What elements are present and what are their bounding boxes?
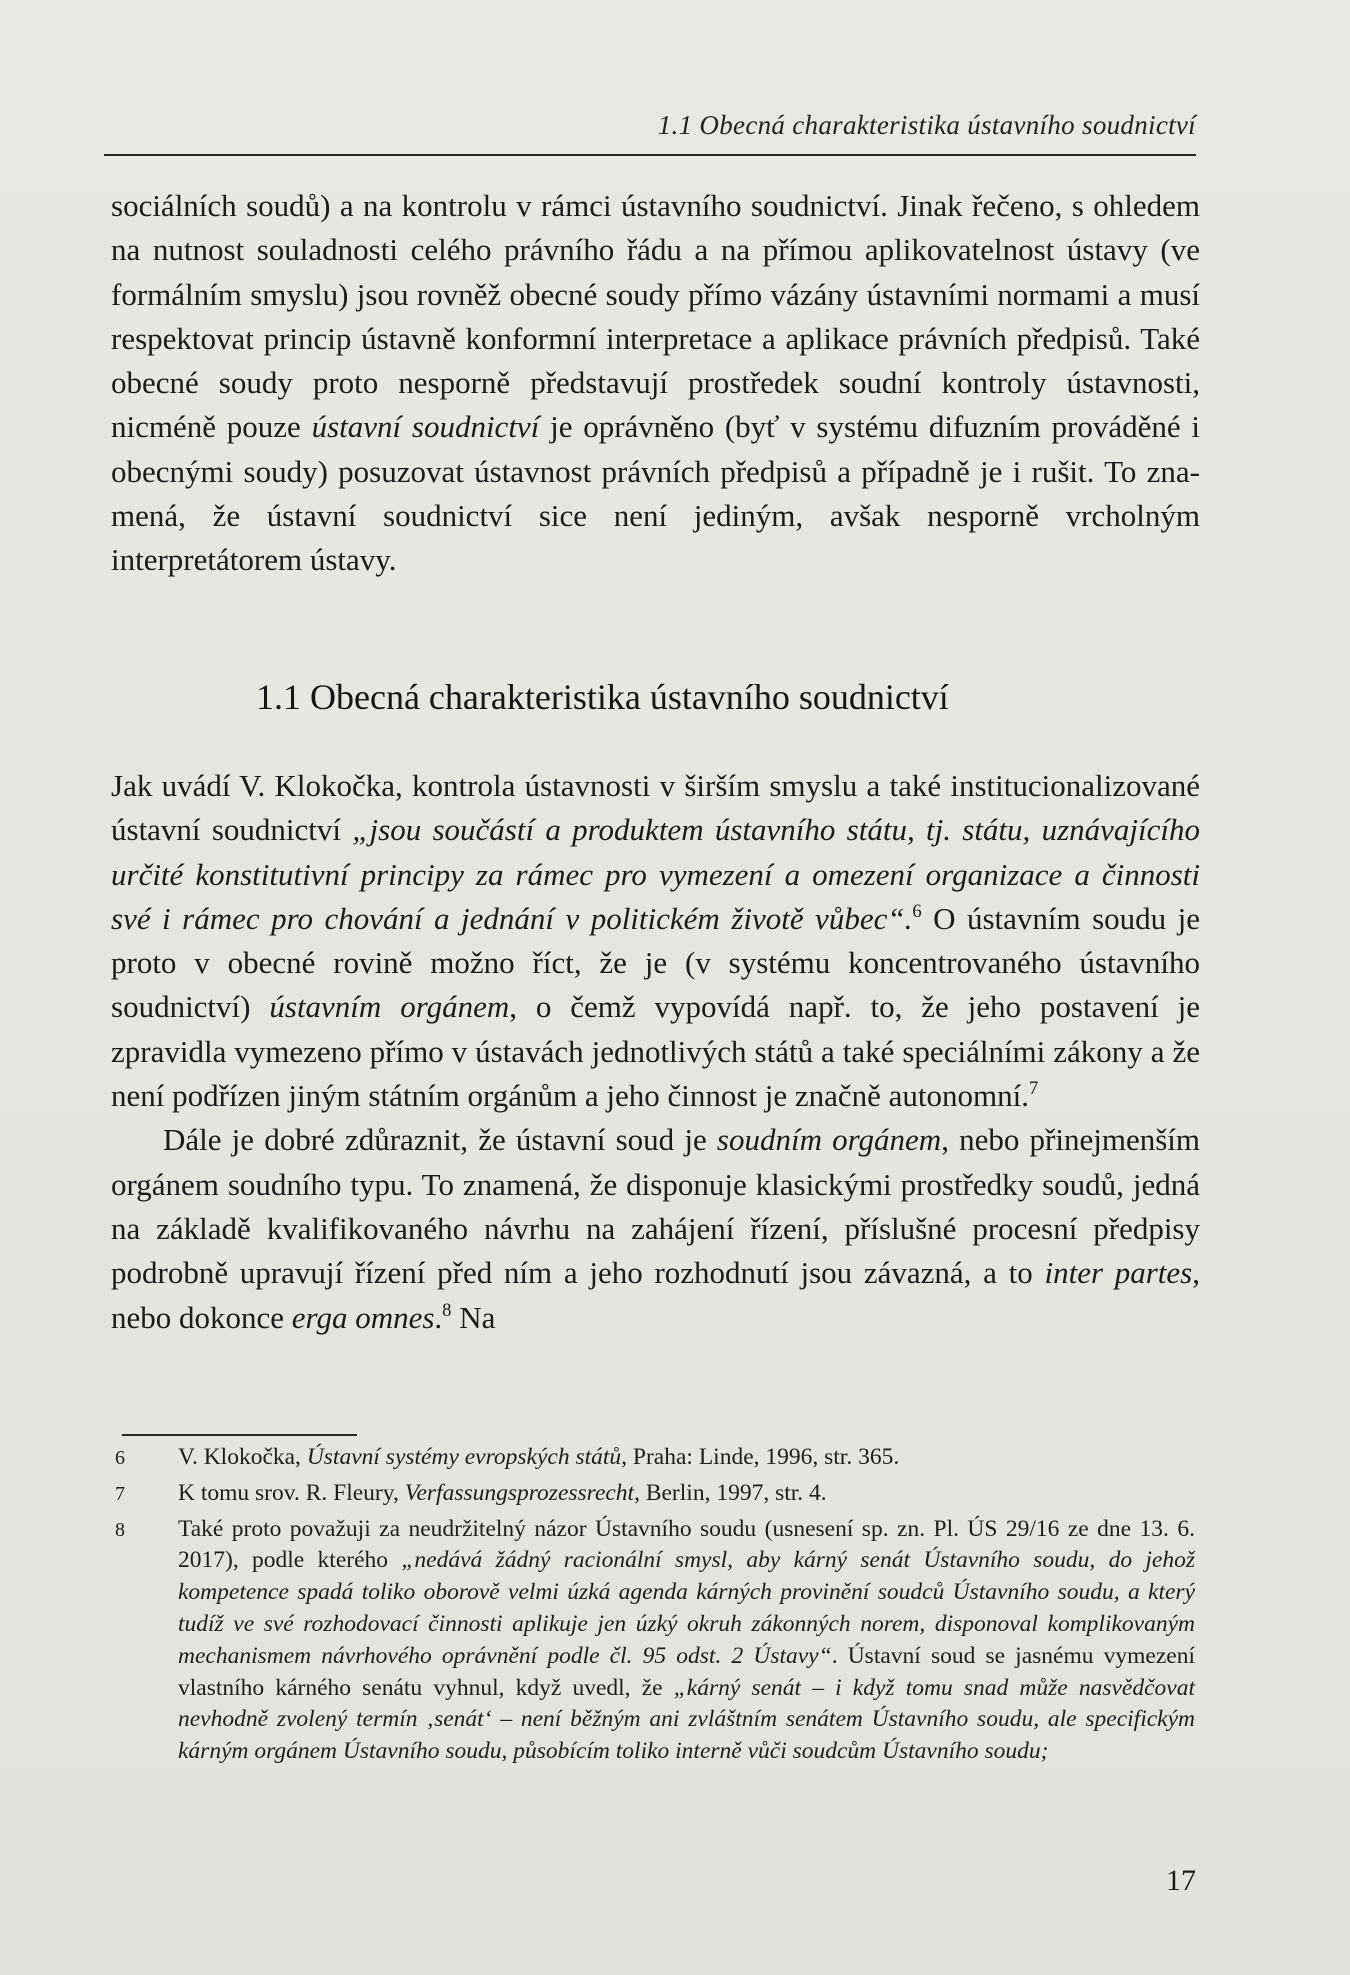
p2-text-5: Na <box>451 1299 496 1335</box>
intro-paragraph <box>111 184 1200 583</box>
footnote-ref-7[interactable]: 7 <box>1029 1078 1039 1099</box>
footnote-ref-8[interactable]: 8 <box>442 1299 452 1321</box>
p1-emphasis: ústavním orgánem <box>269 989 510 1025</box>
footnote-number: 8 <box>115 1518 125 1541</box>
footnote-text: . Ústavní soud se jasnému vymezení vlastního kárného senátu vyhnul, když uvedl, že <box>178 1642 1195 1701</box>
p2-emphasis-1: soudním orgánem <box>716 1122 942 1158</box>
p2-text-4: . <box>434 1299 443 1335</box>
p1-text-2: O ústavním soudu je proto v obecné rovině možno říct, že je (v systému koncentrovaného ústavního soudnictví) <box>111 900 1200 1025</box>
p2-text-1: Dále je dobré zdůraznit, že ústavní soud je <box>163 1122 717 1158</box>
p1-text-3: , o čemž vypovídá např. to, že jeho postavení je zpravidla vymezeno přímo v ústavách jednotlivých států a také speciálními zákony a že není podřízen jiným státním orgánům a jeho činnost je značně autonomní. <box>111 989 1200 1114</box>
footnote-ref-6[interactable]: 6 <box>912 900 922 922</box>
running-head: 1.1 Obecná charakteristika ústavního soudnictví <box>657 110 1196 140</box>
intro-text-2: je oprávněno (byť v systému difuzním prováděné i obecnými soudy) posuzovat ústavnost právních předpisů a případně je i rušit. To znamená, že ústavní soudnictví sice není jediným, avšak nesporně vrcholným interpretátorem ústavy. <box>111 409 1200 578</box>
p2-emphasis-3: erga omnes <box>291 1299 435 1335</box>
header-rule <box>104 154 1196 156</box>
p2-text-2: , nebo přinejmenším orgánem soudního typu. To znamená, že disponuje klasickými prostředky soudů, jedná na základě kvalifikovaného návrhu na zahájení řízení, příslušné procesní předpisy podrobně upravují řízení před ním a jeho rozhodnutí jsou závazná, a to <box>111 1122 1200 1291</box>
p1-text-1: Jak uvádí V. Klokočka, kontrola ústavnosti v širším smyslu a také institucionalizované ústavní soudnictví <box>111 768 1200 848</box>
footnote-text: Také proto považuji za neudržitelný názor Ústavního soudu (usnesení sp. zn. Pl. ÚS 29/16 ze dne 13. 6. 2017), podle kterého <box>178 1515 1195 1574</box>
intro-text-1: sociálních soudů) a na kontrolu v rámci ústavního soudnictví. Jinak řečeno, s ohledem na nutnost souladnosti celého právního řádu a na přímou aplikovatelnost ústavy (ve formálním smyslu) jsou rovněž obecné soudy přímo vázány ústavními normami a musí respektovat princip ústavně konformní interpretace a aplikace právních předpisů. Také obecné soudy proto nesporně představují prostředek soudní kontroly ústavnosti, nicméně pouze <box>111 188 1200 445</box>
footnote-title: Verfassungsprozessrecht <box>404 1479 635 1506</box>
footnote-text: , Berlin, 1997, str. 4. <box>634 1479 827 1506</box>
footnote-title: Ústavní systémy evropských států <box>306 1444 622 1470</box>
p1-quote: „jsou součástí a produktem ústavního státu, tj. státu, uznávajícího určité konstitutivní principy za rámec pro vymezení a omezení organizace a činnosti své i rámec pro chování a jednání v politickém životě vůbec“. <box>111 812 1200 936</box>
footnote-quote: „kárný senát – i když tomu snad může nasvědčovat nevhodně zvolený termín ‚senát‘ – není běžným ani zvláštním senátem Ústavního soudu, ale specifickým kárným orgánem Ústavního soudu, působícím toliko interně vůči soudcům Ústavního soudu; <box>178 1674 1195 1765</box>
footnote-number: 6 <box>115 1447 125 1469</box>
intro-emphasis: ústavní soudnictví <box>311 409 540 445</box>
footnote-number: 7 <box>115 1482 125 1505</box>
section-heading: 1.1 Obecná charakteristika ústavního soudnictví <box>256 677 949 717</box>
footnote-8 <box>115 1514 1195 1768</box>
footnote-text: K tomu srov. R. Fleury, <box>178 1479 405 1506</box>
section-body <box>111 764 1200 1340</box>
footnote-text: , Praha: Linde, 1996, str. 365. <box>621 1444 900 1470</box>
paragraph-2 <box>111 1118 1200 1339</box>
footnote-quote: „nedává žádný racionální smysl, aby kárný senát Ústavního soudu, do jehož kompetence spadá toliko oborově velmi úzká agenda kárných provinění soudců Ústavního soudu, a který tudíž ve své rozhodovací činnosti aplikuje jen úzký okruh zákonných norem, disponoval komplikovaným mechanismem návrhového oprávnění podle čl. 95 odst. 2 Ústavy“ <box>178 1547 1195 1669</box>
footnote-text: V. Klokočka, <box>178 1444 307 1470</box>
footnote-rule <box>122 1434 357 1436</box>
page-number: 17 <box>1166 1864 1196 1897</box>
p2-text-3: , nebo dokonce <box>111 1255 1200 1335</box>
p2-emphasis-2: inter partes <box>1044 1255 1193 1291</box>
footnotes <box>115 1442 1195 1768</box>
footnote-7 <box>115 1478 1195 1510</box>
paragraph-1 <box>111 764 1200 1118</box>
footnote-6 <box>115 1442 1195 1474</box>
